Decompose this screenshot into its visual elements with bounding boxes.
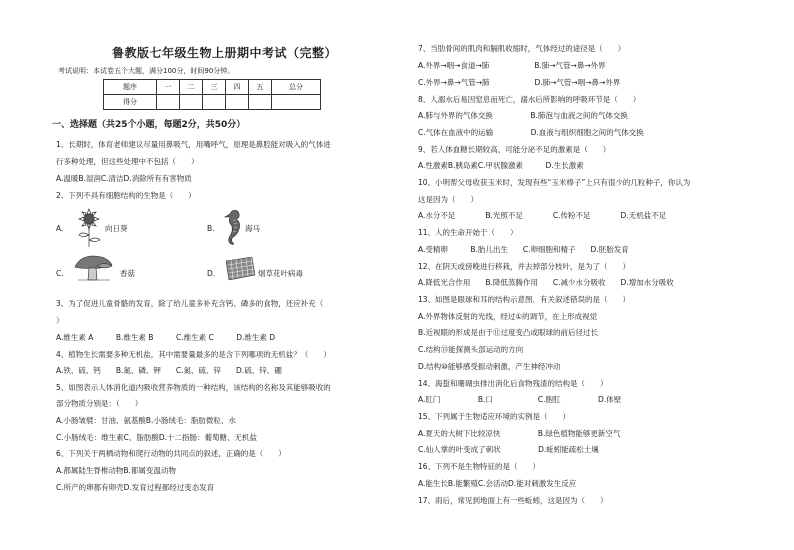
score-header-cell: 四 [226, 80, 249, 95]
question-options: C.所产的卵都有卵壳D.发育过程都经过变态发育 [56, 483, 215, 492]
question-options: A.肛门 B.口 C.胞肛 D.体壁 [418, 395, 622, 404]
question-options: A.温暖B.湿润C.清洁D.消除所有有害物质 [56, 174, 192, 183]
question-text: 10、小明帮父母收获玉米时，发现有些“玉米棒子”上只有很少的几粒种子，你认为 [418, 178, 691, 187]
question-options: C.仙人掌的叶变成了刺状 D.蚯蚓能疏松土壤 [418, 445, 599, 454]
question-options: A.降低光合作用 B.降低蒸腾作用 C.减少水分吸收 D.增加水分吸收 [418, 278, 674, 287]
question-options: C.结构⑬能探测头部运动的方向 [418, 345, 524, 354]
score-cell[interactable] [272, 95, 321, 110]
score-header-cell: 总分 [272, 80, 321, 95]
question-text: 4、植物生长需要多种无机盐，其中需要量最多的是含下列哪项的无机盐？（ ） [56, 350, 331, 359]
option-letter: C. [56, 269, 64, 278]
question-text: 17、雨后，常见到地面上有一些蚯蚓，这是因为（ ） [418, 496, 608, 505]
question-options: A.夏天的大树下比较凉快 B.绿色植物能够更新空气 [418, 429, 621, 438]
question-text: 14、海蜇和珊瑚虫排出消化后食物残渣的结构是（ ） [418, 379, 608, 388]
score-cell[interactable] [203, 95, 226, 110]
question-text: 8、人溺水后易因窒息而死亡，溺水后所影响的呼吸环节是（ ） [418, 95, 641, 104]
score-cell[interactable] [157, 95, 180, 110]
score-table [103, 79, 321, 110]
mushroom-icon [72, 253, 116, 285]
question-options: A.水分不足 B.光照不足 C.传粉不足 D.无机盐不足 [418, 211, 667, 220]
question-text: 行多种处理，但这些处理中不包括（ ） [56, 157, 199, 166]
exam-title: 鲁教版七年级生物上册期中考试（完整） [111, 46, 337, 60]
question-options: A.受精卵 B.胎儿出生 C.卵细胞和精子 D.胚胎发育 [418, 245, 629, 254]
question-text: 6、下列关于两栖动物和爬行动物的共同点的叙述，正确的是（ ） [56, 449, 286, 458]
option-letter: D. [207, 269, 216, 278]
score-header-cell: 三 [203, 80, 226, 95]
question-text: 9、若人体血糖长期较高，可能分泌不足的激素是（ ） [418, 145, 611, 154]
question-options: A.能生长B.能繁殖C.会活动D.能对刺激发生反应 [418, 479, 577, 488]
option-label: 向日葵 [105, 224, 128, 233]
exam-note: 考试说明：本试卷五个大题，满分100分，时间90分钟。 [58, 67, 235, 75]
question-text: 12、在阴天或傍晚进行移栽，并去掉部分枝叶，是为了（ ） [418, 262, 631, 271]
question-text: 1、长期时，体育老师建议尽量用鼻吸气，用嘴呼气，原理是鼻腔能对吸入的气体进 [56, 140, 331, 149]
score-table-score-row [104, 95, 321, 110]
option-label: 香菇 [120, 269, 135, 278]
question-text: 2、下列不具有细胞结构的生物是（ ） [56, 191, 196, 200]
option-label: 海马 [245, 224, 260, 233]
question-text: 5、如图表示人体消化道内吸收营养物质的一种结构，该结构的名称及其能够吸收的 [56, 383, 331, 392]
question-options: A.都属陆生脊椎动物B.都属变温动物 [56, 466, 176, 475]
score-header-cell: 五 [249, 80, 272, 95]
question-options: A.小肠皱襞：甘油、氨基酸B.小肠绒毛：脂肪微粒、水 [56, 416, 236, 425]
score-cell[interactable] [180, 95, 203, 110]
question-text: ） [56, 316, 64, 325]
question-options: A.性激素B.胰岛素C.甲状腺激素 D.生长激素 [418, 161, 584, 170]
seahorse-icon [222, 208, 246, 246]
question-text: 13、如图是眼球和耳的结构示意图．有关叙述错误的是（ ） [418, 295, 631, 304]
score-cell[interactable] [249, 95, 272, 110]
question-text: 3、为了促进儿童骨骼的发育，除了给儿童多补充含钙、磷多的食物，还应补充（ [56, 299, 324, 308]
option-label: 烟草花叶病毒 [258, 269, 303, 278]
question-options: C.气体在血液中的运输 D.血液与组织细胞之间的气体交换 [418, 128, 644, 137]
tobacco-mosaic-virus-icon [222, 255, 258, 283]
score-table-header-row [104, 80, 321, 95]
score-header-cell: 题序 [104, 80, 157, 95]
question-text: 16、下列不是生物特征的是（ ） [418, 462, 541, 471]
question-options: B.近视眼的形成是由于⑪过度变凸或眼球的前后径过长 [418, 328, 599, 337]
score-row-label: 得分 [104, 95, 157, 110]
question-options: A.肺与外界的气体交换 B.肺泡与血液之间的气体交换 [418, 111, 628, 120]
score-header-cell: 二 [180, 80, 203, 95]
question-options: A.外界物体反射的光线，经过①的调节，在上形成视觉 [418, 312, 598, 321]
option-letter: B. [207, 224, 215, 233]
question-text: 7、当肋骨间的肌肉和膈肌收缩时，气体经过的途径是（ ） [418, 44, 626, 53]
option-letter: A. [56, 224, 64, 233]
score-header-cell: 一 [157, 80, 180, 95]
question-options: D.结构⑩能够感受振动刺激，产生神经冲动 [418, 362, 561, 371]
question-text: 15、下列属于生物适应环境的实例是（ ） [418, 412, 571, 421]
question-text: 11、人的生命开始于（ ） [418, 228, 518, 237]
question-options: A.维生素 A B.维生素 B C.维生素 C D.维生素 D [56, 333, 276, 342]
question-options: C.小肠绒毛：维生素C、脂肪酸D.十二指肠：葡萄糖、无机盐 [56, 433, 258, 442]
section-heading: 一、选择题（共25个小题，每题2分，共50分） [52, 120, 246, 130]
question-options: A.外界→咽→食道→肺 B.肺→气管→鼻→外界 [418, 61, 606, 70]
question-options: C.外界→鼻→气管→肺 D.肺→气管→咽→鼻→外界 [418, 78, 621, 87]
question-text: 这是因为（ ） [418, 195, 478, 204]
question-text: 部分物质分别是：（ ） [56, 399, 143, 408]
score-cell[interactable] [226, 95, 249, 110]
sunflower-icon [74, 207, 104, 247]
question-options: A.铁、硫、钙 B.氮、磷、钾 C.氮、硫、锌 D.硫、锌、硼 [56, 366, 282, 375]
